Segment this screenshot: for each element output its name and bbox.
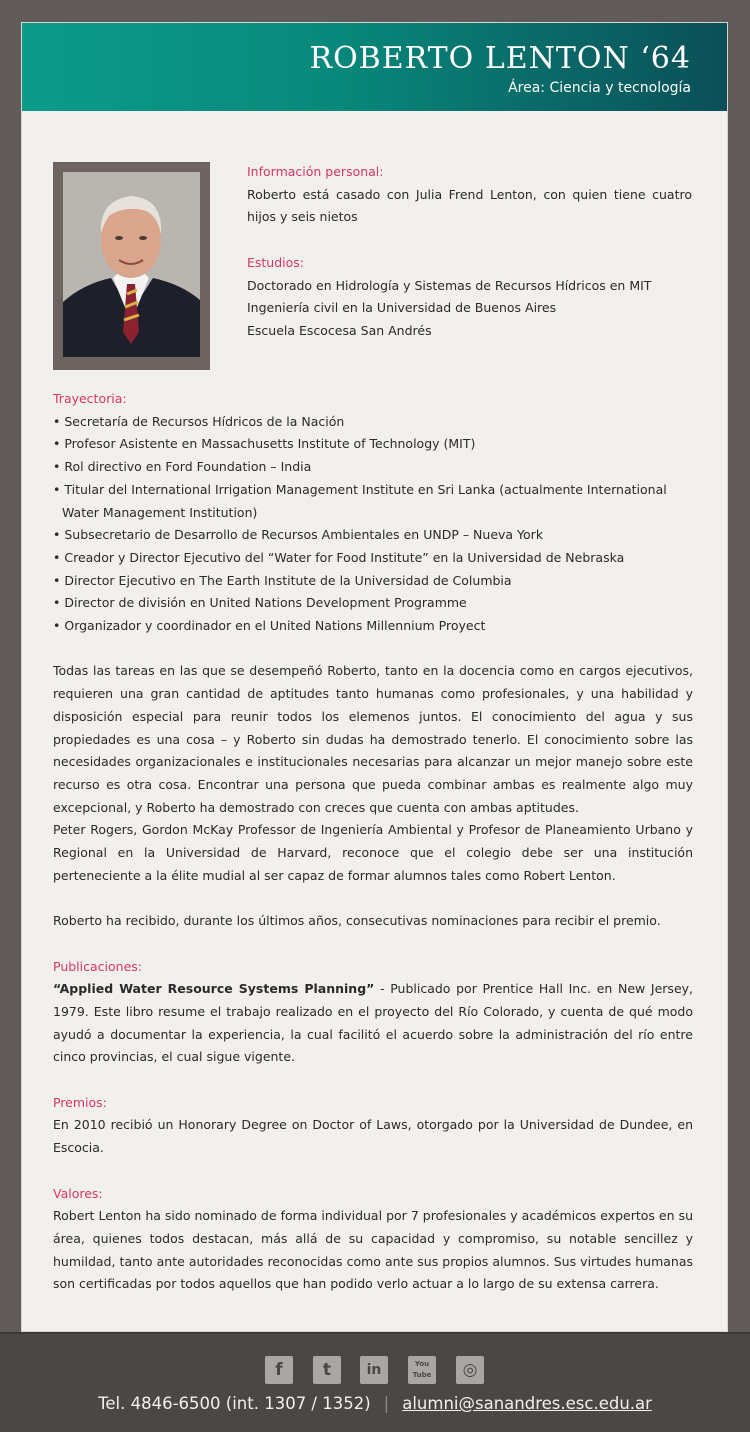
portrait-illustration (63, 172, 200, 357)
publications-text (53, 978, 693, 1069)
twitter-icon[interactable]: t (313, 1356, 341, 1384)
study-item: Escuela Escocesa San Andrés (247, 322, 432, 338)
publications-heading: Publicaciones: (53, 958, 142, 974)
linkedin-icon[interactable]: in (360, 1356, 388, 1384)
study-item: Ingeniería civil en la Universidad de Buenos Aires (247, 300, 557, 316)
main-content (53, 388, 693, 1296)
publication-description: - Publicado por Prentice Hall Inc. en New Jersey, 1979. Este libro resume el trabajo realizado en el proyecto del Río Colorado, y cuenta de qué modo ayudó a documentar la experiencia, la cual facilitó el acuerdo sobre la administración del río entre cinco provincias, el cual sigue vigente. (53, 981, 694, 1065)
trajectory-item: • Titular del International Irrigation Management Institute en Sri Lanka (actualmente International Water Management Institution) (53, 479, 693, 524)
trajectory-item: • Profesor Asistente en Massachusetts Institute of Technology (MIT) (53, 433, 693, 456)
footer (0, 1332, 750, 1432)
trajectory-item: • Rol directivo en Ford Foundation – India (53, 456, 693, 479)
portrait-photo (63, 172, 200, 357)
personal-heading: Información personal: (247, 164, 384, 179)
trajectory-item: • Creador y Director Ejecutivo del “Water for Food Institute” en la Universidad de Nebraska (53, 547, 693, 570)
trajectory-item: • Secretaría de Recursos Hídricos de la Nación (53, 411, 693, 434)
email-link[interactable]: alumni@sanandres.esc.edu.ar (402, 1394, 652, 1413)
trajectory-list (53, 411, 693, 638)
personal-info-section (247, 161, 692, 343)
book-title: “Applied Water Resource Systems Planning” (53, 981, 375, 997)
body-paragraph: Peter Rogers, Gordon McKay Professor de Ingeniería Ambiental y Profesor de Planeamiento Urbano y Regional en la Universidad de Harvard, reconoce que el colegio debe ser una institución perteneciente a la élite mudial al ser capaz de formar alumnos tales como Robert Lenton. (53, 822, 693, 883)
contact-line (0, 1394, 750, 1413)
page-title: ROBERTO LENTON ‘64 (309, 41, 691, 76)
body-paragraph: Todas las tareas en las que se desempeñó Roberto, tanto en la docencia como en cargos ejecutivos, requieren una gran cantidad de aptitudes tanto humanas como profesionales, y una habilidad y disposición especial para reunir todos los elemenos juntos. El conocimiento del agua y sus propiedades es una cosa – y Roberto sin dudas ha demostrado tenerlo. El conocimiento sobre las necesidades organizacionales e institucionales necesarias para alcanzar un mejor manejo sobre este recurso es otra cosa. Encontrar una persona que pueda combinar ambas es realmente algo muy excepcional, y Roberto ha demostrado con creces que cuenta con ambas aptitudes. (53, 663, 693, 815)
studies-list (247, 275, 692, 343)
body-paragraph: Roberto ha recibido, durante los últimos años, consecutivas nominaciones para recibir el premio. (53, 913, 661, 929)
values-text: Robert Lenton ha sido nominado de forma individual por 7 profesionales y académicos expertos en su área, quienes todos destacan, más allá de su capacidad y compromiso, su notable sencillez y humildad, tanto ante autoridades reconocidas como ante sus propios alumnos. Sus virtudes humanas son certificadas por todos aquellos que han podido verlo actuar a lo largo de su extensa carrera. (53, 1208, 693, 1292)
trajectory-item: • Subsecretario de Desarrollo de Recursos Ambientales en UNDP – Nueva York (53, 524, 693, 547)
studies-heading: Estudios: (247, 254, 305, 270)
trajectory-item: • Organizador y coordinador en el United Nations Millennium Proyect (53, 615, 693, 638)
profile-card (21, 22, 728, 1332)
values-heading: Valores: (53, 1185, 103, 1201)
youtube-icon[interactable]: You Tube (408, 1356, 436, 1384)
portrait-frame (53, 162, 210, 370)
instagram-icon[interactable]: ◎ (456, 1356, 484, 1384)
phone-number: Tel. 4846-6500 (int. 1307 / 1352) (98, 1394, 371, 1413)
awards-text: En 2010 recibió un Honorary Degree on Doctor of Laws, otorgado por la Universidad de Dundee, en Escocia. (53, 1117, 693, 1156)
header-banner (22, 23, 727, 111)
trajectory-heading: Trayectoria: (53, 391, 127, 406)
separator: | (383, 1394, 390, 1413)
trajectory-item: • Director de división en United Nations Development Programme (53, 592, 693, 615)
study-item: Doctorado en Hidrología y Sistemas de Recursos Hídricos en MIT (247, 277, 652, 293)
area-subtitle: Área: Ciencia y tecnología (508, 80, 691, 96)
awards-heading: Premios: (53, 1094, 107, 1110)
facebook-icon[interactable]: f (265, 1356, 293, 1384)
personal-text: Roberto está casado con Julia Frend Lenton, con quien tiene cuatro hijos y seis nietos (247, 186, 692, 225)
trajectory-item: • Director Ejecutivo en The Earth Institute de la Universidad de Columbia (53, 570, 693, 593)
